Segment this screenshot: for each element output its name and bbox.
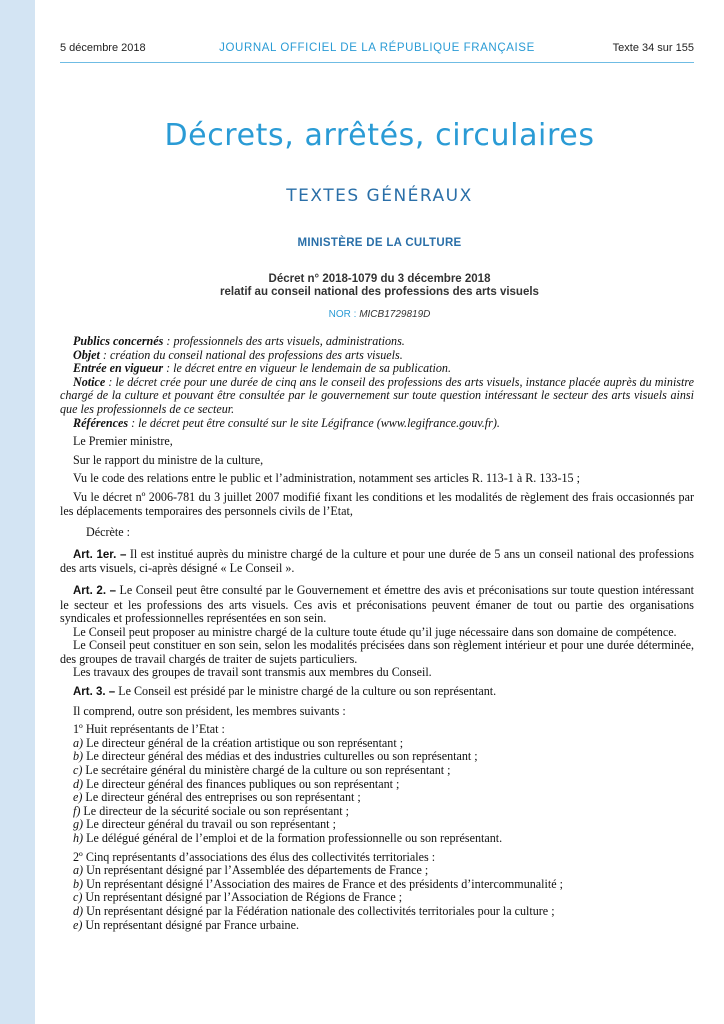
list-item-letter: d) [73, 776, 84, 791]
list-item-letter: c) [73, 890, 83, 905]
article-3-label: Art. 3. – [73, 686, 116, 699]
list-item [60, 764, 694, 778]
list-item [60, 905, 694, 919]
nor-label: NOR : [328, 309, 357, 320]
header-divider [60, 62, 694, 63]
list-item [60, 891, 694, 905]
notice-publics-text: : professionnels des arts visuels, administrations. [163, 334, 405, 348]
article-3-paragraph: Il comprend, outre son président, les membres suivants : [73, 703, 346, 718]
list-item-letter: a) [73, 863, 84, 878]
article-3-text: Le Conseil est présidé par le ministre chargé de la culture ou son représentant. [115, 684, 497, 699]
document-page [35, 0, 724, 1024]
notice-entree [60, 362, 694, 376]
notice-objet-label: Objet [73, 347, 100, 362]
list-item [60, 805, 694, 819]
notice-references-label: Références [73, 415, 129, 430]
list-item [60, 832, 694, 846]
section-title: TEXTES GÉNÉRAUX [286, 186, 473, 206]
list-item-text: Le délégué général de l’emploi et de la formation professionnelle ou son représentant. [83, 831, 503, 845]
article-3 [60, 685, 694, 700]
decree-title [35, 273, 724, 299]
notice-entree-text: : le décret entre en vigueur le lendemain de sa publication. [163, 361, 451, 376]
notice-references-text: : le décret peut être consulté sur le site Légifrance (www.legifrance.gouv.fr). [128, 415, 500, 430]
ministry-heading: MINISTÈRE DE LA CULTURE [297, 237, 462, 249]
preamble-line: Le Premier ministre, [73, 434, 173, 449]
list-item-letter: e) [73, 917, 83, 932]
list-item-text: Le directeur de la sécurité sociale ou son représentant ; [80, 803, 350, 818]
list-item [60, 737, 694, 751]
decree-title-line-1: Décret n° 2018-1079 du 3 décembre 2018 [268, 273, 491, 285]
page-header [60, 42, 694, 58]
list-item-letter: g) [73, 817, 84, 832]
group-2-list [60, 864, 694, 932]
list-item-letter: e) [73, 790, 83, 805]
article-1-text: Il est institué auprès du ministre chargé de la culture et pour une durée de 5 ans un conseil national des professions des arts visuels, ci-après désigné « Le Conseil ». [60, 546, 695, 576]
document-body [60, 335, 694, 932]
list-item-text: Le secrétaire général du ministère chargé de la culture ou son représentant ; [82, 763, 451, 778]
list-item-letter: b) [73, 749, 84, 764]
list-item [60, 818, 694, 832]
preamble-line: Vu le décret nº 2006-781 du 3 juillet 2007 modifié fixant les conditions et les modalités de règlement des frais occasionnés par les déplacements temporaires des personnels civils de l’Etat, [60, 489, 694, 518]
group-1-title: 1º Huit représentants de l’Etat : [73, 722, 225, 737]
preamble-line: Vu le code des relations entre le public et l’administration, notamment ses articles R. 113-1 à R. 133-15 ; [73, 471, 580, 486]
decree-title-line-2: relatif au conseil national des professions des arts visuels [220, 286, 539, 298]
list-item-text: Un représentant désigné par la Fédération nationale des collectivités territoriales pour la culture ; [83, 903, 555, 918]
left-margin-band [0, 0, 35, 1024]
list-item [60, 791, 694, 805]
list-item-text: Le directeur général des médias et des industries culturelles ou son représentant ; [83, 749, 478, 764]
article-2-paragraph: Le Conseil peut proposer au ministre chargé de la culture toute étude qu’il juge nécessaire dans son domaine de compétence. [73, 624, 677, 639]
list-item-letter: b) [73, 876, 84, 891]
preamble-line: Sur le rapport du ministre de la culture, [73, 452, 264, 467]
list-item-text: Le directeur général des entreprises ou son représentant ; [82, 790, 361, 805]
list-item-letter: a) [73, 735, 84, 750]
header-date: 5 décembre 2018 [60, 42, 146, 54]
nor-reference [35, 309, 724, 320]
notice-publics-label: Publics concernés [73, 334, 164, 348]
header-text-number: Texte 34 sur 155 [612, 42, 694, 54]
notice-references [60, 417, 694, 431]
notice-objet-text: : création du conseil national des professions des arts visuels. [99, 347, 403, 362]
page-title: Décrets, arrêtés, circulaires [164, 118, 595, 153]
list-item-text: Le directeur général du travail ou son représentant ; [83, 817, 336, 832]
nor-code: MICB1729819D [359, 309, 431, 320]
article-2-text: Le Conseil peut être consulté par le Gouvernement et émettre des avis et préconisations sur toute question intéressant le secteur et les professions des arts visuels. Ces avis et préconisations peuvent émaner de tout ou partie des organisations syndicales et professionnelles représentées en son sein. [60, 582, 695, 626]
notice-notice-text: : le décret crée pour une durée de cinq ans le conseil des professions des arts visuels, instance placée auprès du ministre chargé de la culture et pouvant être consultée par le gouvernement sur toute question intéressant le secteur des arts visuels ainsi que les professionnels de ce secteur. [60, 374, 694, 416]
list-item [60, 864, 694, 878]
list-item-text: Le directeur général des finances publiques ou son représentant ; [83, 776, 400, 791]
list-item [60, 778, 694, 792]
list-item [60, 919, 694, 933]
list-item-letter: d) [73, 903, 84, 918]
group-1-list [60, 737, 694, 846]
notice-objet [60, 349, 694, 363]
list-item-letter: c) [73, 763, 83, 778]
header-journal-title: JOURNAL OFFICIEL DE LA RÉPUBLIQUE FRANÇAISE [219, 42, 535, 54]
notice-notice [60, 376, 694, 417]
list-item-text: Un représentant désigné par France urbaine. [82, 917, 299, 932]
article-2-paragraph: Les travaux des groupes de travail sont transmis aux membres du Conseil. [73, 665, 432, 680]
list-item-text: Le directeur général de la création artistique ou son représentant ; [83, 735, 404, 750]
list-item [60, 878, 694, 892]
article-1-label: Art. 1er. – [73, 548, 127, 561]
list-item-letter: h) [73, 831, 84, 845]
article-1 [60, 548, 694, 576]
list-item-text: Un représentant désigné par l’Association de Régions de France ; [82, 890, 403, 905]
list-item-text: Un représentant désigné par l’Assemblée des départements de France ; [83, 863, 429, 878]
list-item-letter: f) [73, 803, 81, 818]
list-item-text: Un représentant désigné l’Association des maires de France et des présidents d’intercommunalité ; [83, 876, 563, 891]
article-2-paragraph: Le Conseil peut constituer en son sein, selon les modalités précisées dans son règlement intérieur et pour une durée déterminée, des groupes de travail chargés de traiter de sujets particuliers. [60, 638, 694, 666]
notice-entree-label: Entrée en vigueur [73, 361, 164, 376]
notice-notice-label: Notice [73, 374, 106, 389]
list-item [60, 750, 694, 764]
article-2 [60, 584, 694, 626]
notice-publics [60, 335, 694, 349]
decrete-line: Décrète : [86, 525, 130, 540]
group-2-title: 2º Cinq représentants d’associations des élus des collectivités territoriales : [73, 849, 436, 864]
article-2-label: Art. 2. – [73, 584, 117, 597]
